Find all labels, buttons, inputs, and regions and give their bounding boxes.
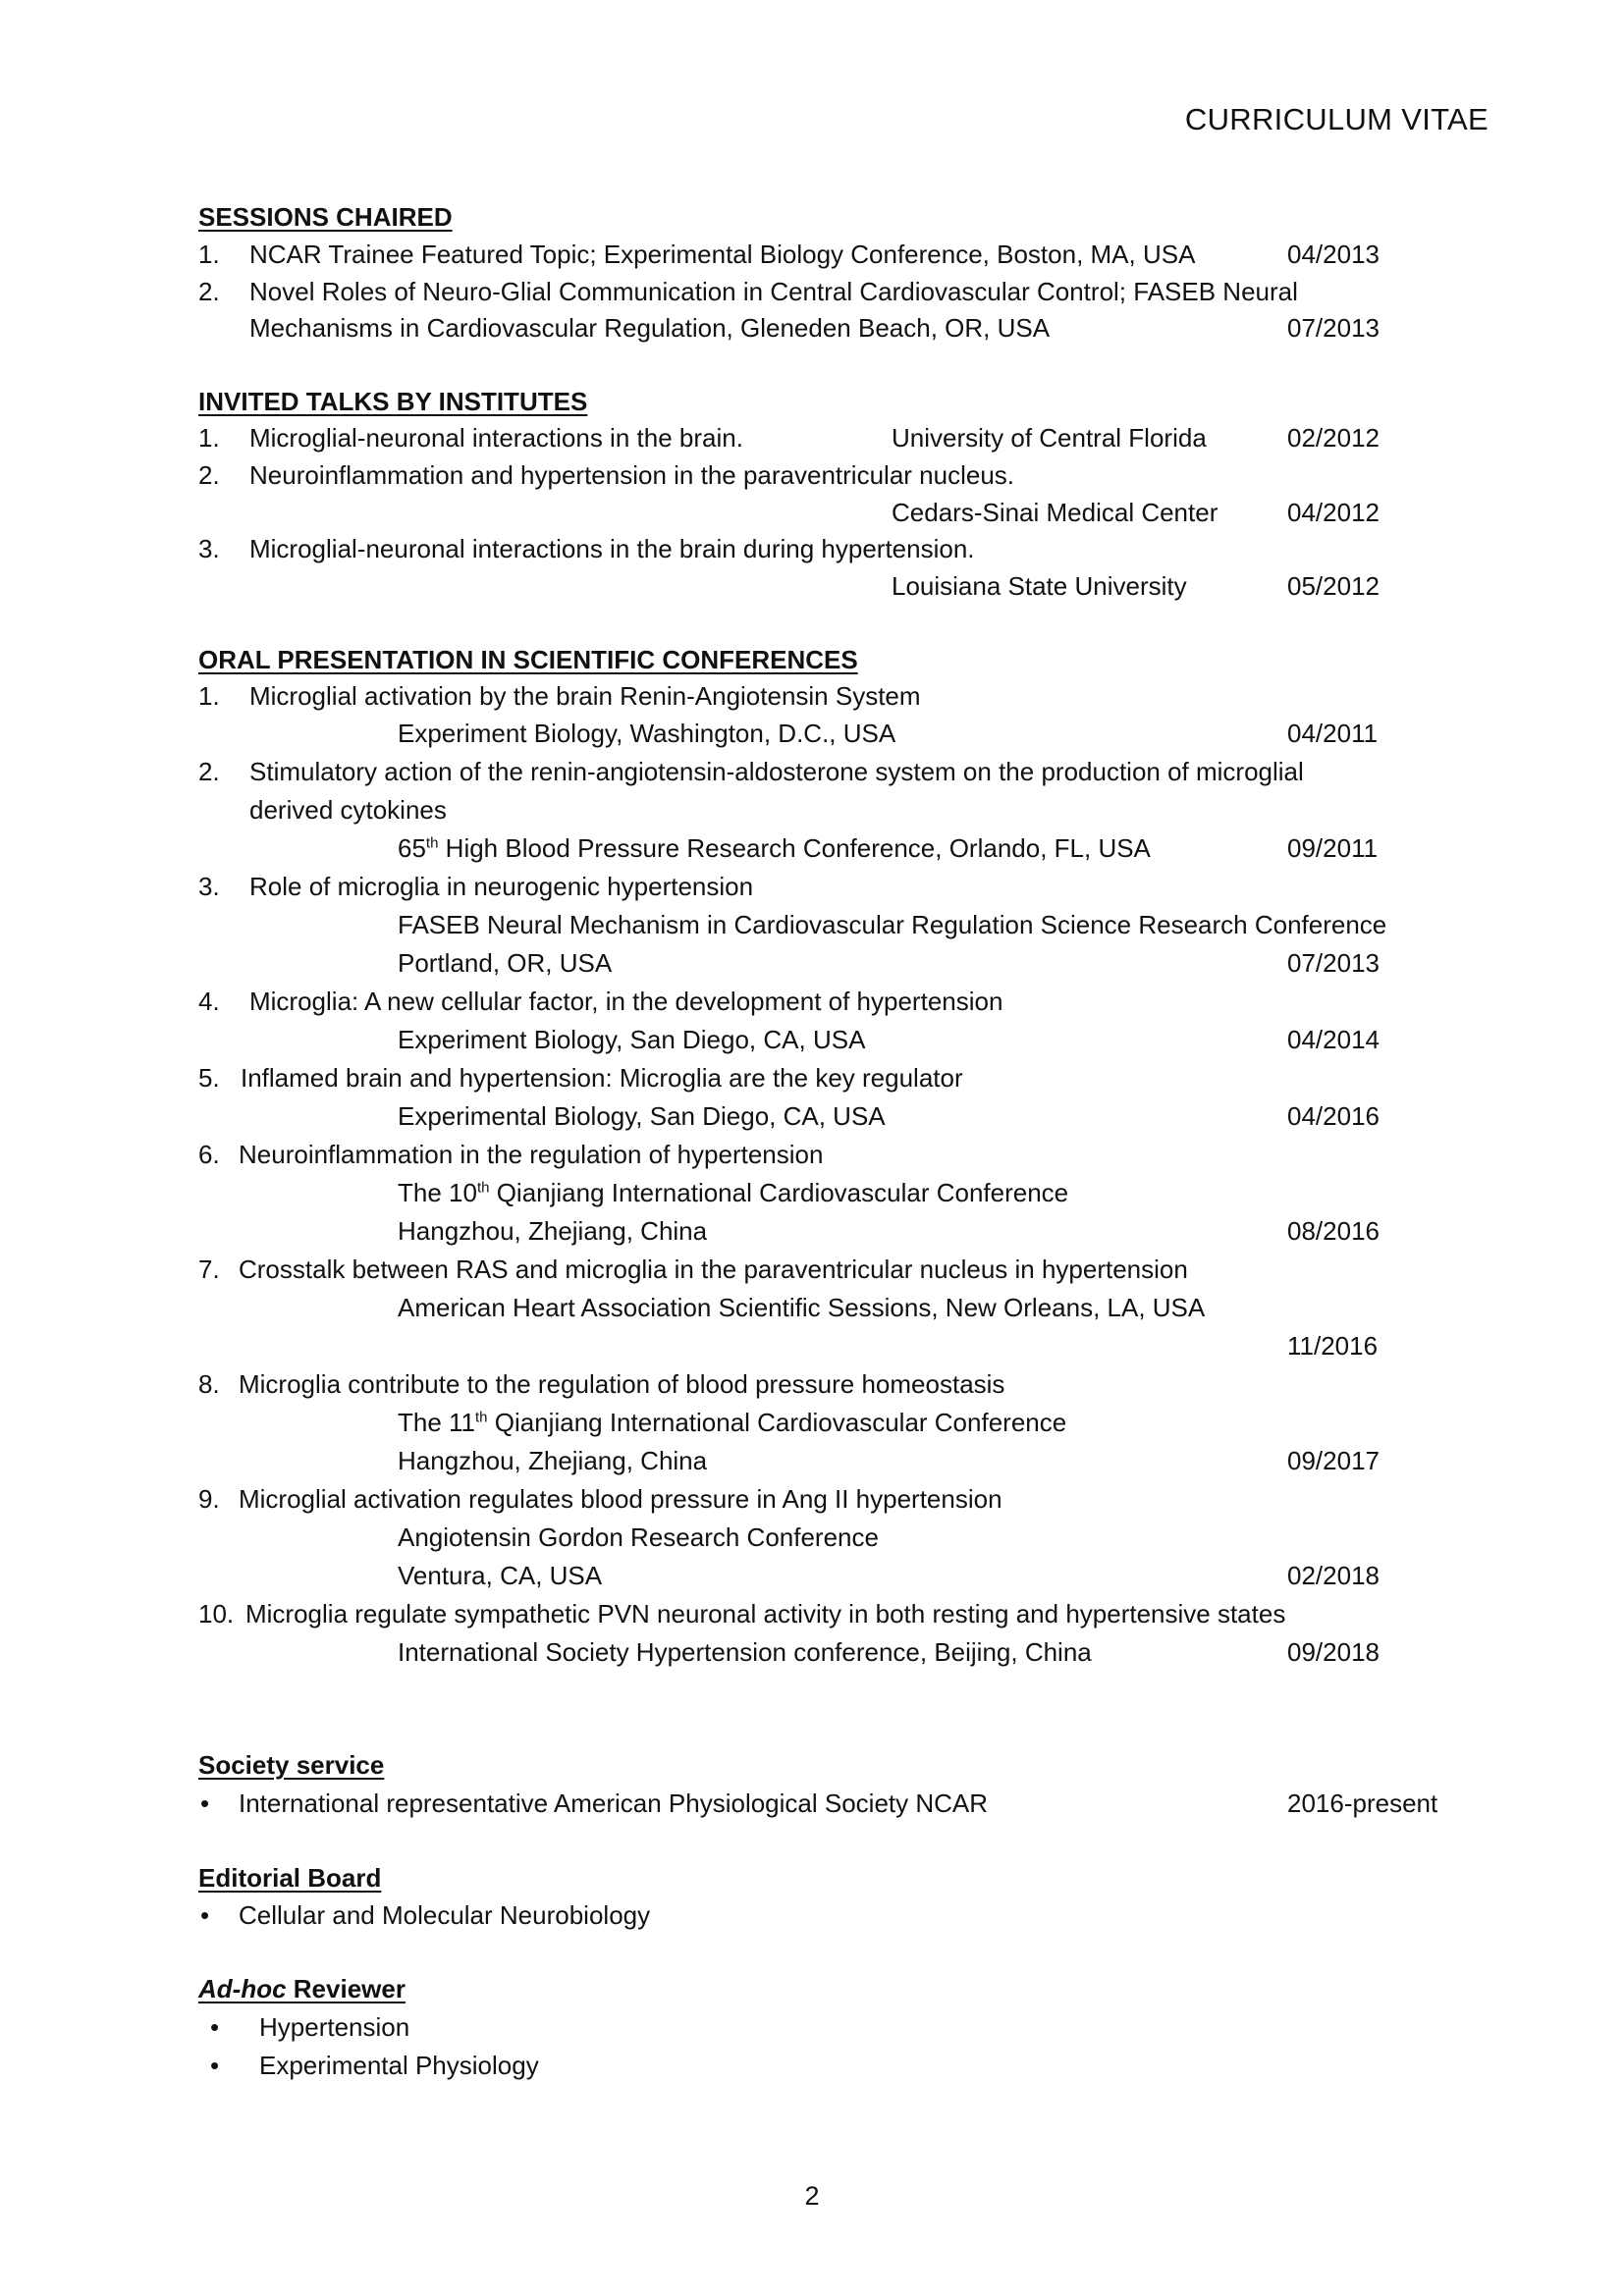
item-venue: Angiotensin Gordon Research Conference	[398, 1522, 879, 1552]
item-date: 07/2013	[1287, 313, 1380, 343]
item-date: 04/2014	[1287, 1025, 1380, 1054]
item-title: Microglial activation by the brain Renin-Angiotensin System	[249, 681, 921, 711]
list-item	[0, 1251, 1624, 1289]
item-number: 1.	[198, 240, 220, 269]
item-number: 1.	[198, 423, 220, 453]
oral-heading: ORAL PRESENTATION IN SCIENTIFIC CONFERENCES	[198, 645, 858, 674]
item-number: 3.	[198, 534, 220, 563]
item-title: Neuroinflammation in the regulation of hypertension	[239, 1140, 824, 1169]
list-item-venue	[0, 1557, 1624, 1595]
item-text: Mechanisms in Cardiovascular Regulation, Gleneden Beach, OR, USA	[249, 313, 1051, 343]
editorial-heading: Editorial Board	[198, 1863, 382, 1893]
item-number: 3.	[198, 872, 220, 901]
society-heading: Society service	[198, 1750, 385, 1780]
list-item	[0, 1480, 1624, 1519]
list-item-venue	[0, 1442, 1624, 1480]
list-item	[0, 1896, 1624, 1935]
reviewer-heading: Ad-hoc Reviewer	[198, 1974, 406, 2003]
item-venue: 65th High Blood Pressure Research Conference, Orlando, FL, USA	[398, 833, 1151, 863]
list-item	[0, 1059, 1624, 1097]
item-text: NCAR Trainee Featured Topic; Experimental Biology Conference, Boston, MA, USA	[249, 240, 1196, 269]
item-date: 02/2018	[1287, 1561, 1380, 1590]
list-item	[0, 1785, 1624, 1823]
list-item-venue	[0, 1174, 1624, 1212]
item-number: 7.	[198, 1255, 220, 1284]
item-date: 11/2016	[1287, 1331, 1379, 1361]
list-item-venue	[0, 1097, 1624, 1136]
list-item	[0, 273, 1624, 311]
item-venue-location: Hangzhou, Zhejiang, China	[398, 1216, 708, 1246]
item-venue-location: Hangzhou, Zhejiang, China	[398, 1446, 708, 1475]
list-item-continued	[0, 567, 1624, 606]
list-item-venue	[0, 1519, 1624, 1557]
item-title: derived cytokines	[249, 795, 447, 825]
item-text: International representative American Physiological Society NCAR	[239, 1789, 989, 1818]
item-date: 09/2011	[1287, 833, 1379, 863]
item-title: Inflamed brain and hypertension: Microglia are the key regulator	[241, 1063, 963, 1093]
list-item-continued	[0, 494, 1624, 532]
list-item	[0, 677, 1624, 716]
item-title: Stimulatory action of the renin-angiotensin-aldosterone system on the production of microglial	[249, 757, 1304, 786]
item-venue: FASEB Neural Mechanism in Cardiovascular Regulation Science Research Conference	[398, 910, 1387, 939]
item-venue: The 10th Qianjiang International Cardiovascular Conference	[398, 1178, 1069, 1207]
item-date: 09/2018	[1287, 1637, 1380, 1667]
list-item-continued	[0, 791, 1624, 829]
item-text: Neuroinflammation and hypertension in the paraventricular nucleus.	[249, 460, 1014, 490]
list-item-venue	[0, 944, 1624, 983]
item-number: 9.	[198, 1484, 220, 1514]
list-item-venue	[0, 715, 1624, 753]
item-date: 09/2017	[1287, 1446, 1380, 1475]
item-number: 2.	[198, 277, 220, 306]
list-item-venue	[0, 1212, 1624, 1251]
list-item-venue	[0, 829, 1624, 868]
cv-header-title: CURRICULUM VITAE	[1184, 102, 1489, 136]
item-date: 04/2016	[1287, 1101, 1380, 1131]
item-number: 6.	[198, 1140, 220, 1169]
item-date: 04/2013	[1287, 240, 1380, 269]
item-text: Novel Roles of Neuro-Glial Communication in Central Cardiovascular Control; FASEB Neural	[249, 277, 1298, 306]
sessions-heading: SESSIONS CHAIRED	[198, 202, 453, 232]
bullet-icon: •	[210, 2051, 220, 2080]
item-venue-location: Ventura, CA, USA	[398, 1561, 603, 1590]
item-title: Microglia contribute to the regulation of blood pressure homeostasis	[239, 1369, 1005, 1399]
item-title: Role of microglia in neurogenic hypertension	[249, 872, 754, 901]
list-item	[0, 530, 1624, 568]
list-item	[0, 1595, 1624, 1633]
list-item-venue	[0, 1404, 1624, 1442]
item-date: 08/2016	[1287, 1216, 1380, 1246]
item-venue: International Society Hypertension conference, Beijing, China	[398, 1637, 1092, 1667]
talks-heading: INVITED TALKS BY INSTITUTES	[198, 387, 588, 416]
list-item	[0, 983, 1624, 1021]
item-text: Microglial-neuronal interactions in the brain during hypertension.	[249, 534, 975, 563]
item-venue: American Heart Association Scientific Sessions, New Orleans, LA, USA	[398, 1293, 1206, 1322]
list-item	[0, 236, 1624, 274]
item-institute: Louisiana State University	[892, 571, 1187, 601]
bullet-icon: •	[200, 1789, 210, 1818]
item-institute: Cedars-Sinai Medical Center	[892, 498, 1218, 527]
list-item	[0, 868, 1624, 906]
item-institute: University of Central Florida	[892, 423, 1207, 453]
bullet-icon: •	[200, 1900, 210, 1930]
item-number: 2.	[198, 757, 220, 786]
item-venue: The 11th Qianjiang International Cardiovascular Conference	[398, 1408, 1067, 1437]
list-item-venue	[0, 1021, 1624, 1059]
item-number: 4.	[198, 987, 220, 1016]
list-item-venue	[0, 1633, 1624, 1672]
item-venue: Experiment Biology, Washington, D.C., USA	[398, 719, 896, 748]
item-number: 2.	[198, 460, 220, 490]
bullet-icon: •	[210, 2012, 220, 2042]
list-item	[0, 1365, 1624, 1404]
item-number: 1.	[198, 681, 220, 711]
page-number: 2	[804, 2181, 820, 2211]
item-number: 10.	[198, 1599, 235, 1629]
item-venue: Experimental Biology, San Diego, CA, USA	[398, 1101, 886, 1131]
list-item	[0, 1136, 1624, 1174]
item-text: Experimental Physiology	[259, 2051, 539, 2080]
item-text: Hypertension	[259, 2012, 410, 2042]
item-date: 2016-present	[1287, 1789, 1438, 1818]
item-venue-location: Portland, OR, USA	[398, 948, 613, 978]
list-item-venue	[0, 906, 1624, 944]
item-number: 5.	[198, 1063, 220, 1093]
item-date: 02/2012	[1287, 423, 1380, 453]
list-item-venue	[0, 1327, 1624, 1365]
item-date: 05/2012	[1287, 571, 1380, 601]
list-item-venue	[0, 1289, 1624, 1327]
item-venue: Experiment Biology, San Diego, CA, USA	[398, 1025, 866, 1054]
item-date: 04/2011	[1287, 719, 1379, 748]
list-item	[0, 456, 1624, 495]
item-title: Crosstalk between RAS and microglia in the paraventricular nucleus in hypertension	[239, 1255, 1188, 1284]
item-text: Cellular and Molecular Neurobiology	[239, 1900, 651, 1930]
list-item	[0, 2047, 1624, 2085]
item-date: 04/2012	[1287, 498, 1380, 527]
list-item	[0, 419, 1624, 457]
item-title: Microglial activation regulates blood pressure in Ang II hypertension	[239, 1484, 1002, 1514]
item-text: Microglial-neuronal interactions in the brain.	[249, 423, 743, 453]
item-date: 07/2013	[1287, 948, 1380, 978]
list-item	[0, 2008, 1624, 2047]
list-item-continued	[0, 309, 1624, 347]
list-item	[0, 753, 1624, 791]
item-title: Microglia: A new cellular factor, in the development of hypertension	[249, 987, 1003, 1016]
item-number: 8.	[198, 1369, 220, 1399]
item-title: Microglia regulate sympathetic PVN neuronal activity in both resting and hypertensive states	[245, 1599, 1286, 1629]
